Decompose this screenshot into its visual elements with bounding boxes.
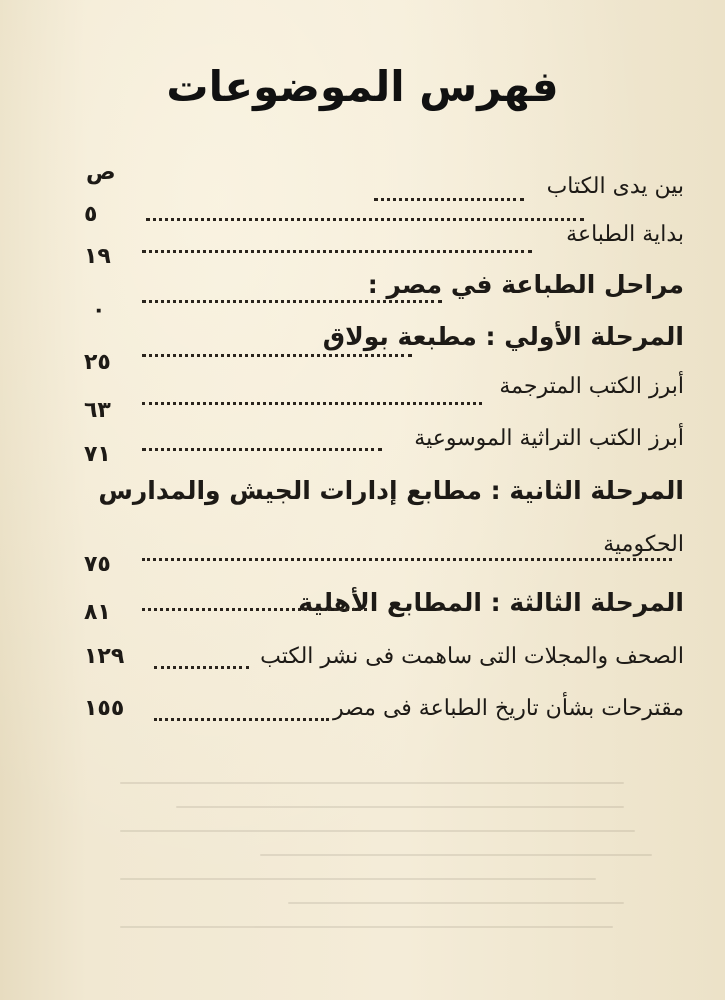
toc-entry xyxy=(84,642,684,682)
toc-entry-title: أبرز الكتب المترجمة xyxy=(499,374,684,399)
toc-entry-page: ٦٣ xyxy=(84,398,111,423)
toc-entry xyxy=(84,474,684,514)
toc-leader-dots xyxy=(374,198,524,201)
toc-entry-page: ١٥٥ xyxy=(84,696,125,721)
toc-entry-title: الصحف والمجلات التى ساهمت فى نشر الكتب xyxy=(260,644,684,669)
toc-entry-title: أبرز الكتب التراثية الموسوعية xyxy=(414,426,684,451)
toc-entry-title: المرحلة الثالثة : المطابع الأهلية xyxy=(298,588,684,617)
toc-leader-dots xyxy=(142,402,482,405)
toc-entry-page: ٧١ xyxy=(84,442,111,467)
toc-entry-title: الحكومية xyxy=(603,532,684,557)
toc-leader-dots xyxy=(154,718,329,721)
toc-leader-dots xyxy=(142,354,412,357)
toc-entry-page: ١٩ xyxy=(84,244,111,269)
toc-leader-dots xyxy=(146,218,584,221)
toc-entry-title: بين يدى الكتاب xyxy=(546,174,684,199)
toc-leader-dots xyxy=(142,250,532,253)
toc-leader-dots xyxy=(142,608,367,611)
toc-leader-dots xyxy=(154,666,249,669)
toc-entry-title: المرحلة الثانية : مطابع إدارات الجيش والمدارس xyxy=(98,476,684,505)
toc-entry-title: مقترحات بشأن تاريخ الطباعة فى مصر xyxy=(332,696,684,721)
toc-page-row xyxy=(84,598,684,638)
toc-entry-page: ١٢٩ xyxy=(84,644,125,669)
toc-entry xyxy=(84,694,684,734)
toc-leader-dots xyxy=(142,558,672,561)
toc-entry-title: المرحلة الأولي : مطبعة بولاق xyxy=(322,322,684,351)
toc-entry-page: ٢٥ xyxy=(84,350,111,375)
toc-entry-title: بداية الطباعة xyxy=(566,222,684,247)
toc-leader-dots xyxy=(142,300,442,303)
toc-entry-page: ٧٥ xyxy=(84,552,111,577)
toc-entry-title: مراحل الطباعة في مصر : xyxy=(367,270,684,299)
page-title: فهرس الموضوعات xyxy=(166,62,559,111)
bleed-through-text xyxy=(120,760,680,1000)
toc-entry-page: ٠ xyxy=(92,298,106,323)
toc-entry-page: ٥ xyxy=(84,202,98,227)
toc-entry-page: ٨١ xyxy=(84,600,111,625)
page-column-label: ص xyxy=(86,160,116,185)
